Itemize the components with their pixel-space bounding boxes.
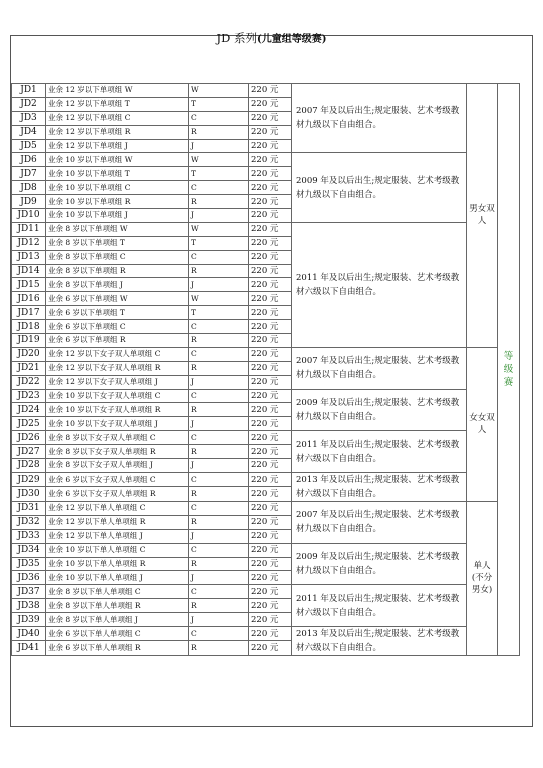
eligibility-note: 2007 年及以后出生;规定服装、艺术考级教材九级以下自由组合。 (292, 84, 467, 153)
dance-code: J (189, 417, 249, 431)
entry-fee: 220 元 (249, 403, 292, 417)
dance-code: R (189, 125, 249, 139)
event-name: 业余 6 岁以下单项组 T (46, 306, 189, 320)
eligibility-note: 2011 年及以后出生;规定服装、艺术考级教材六级以下自由组合。 (292, 431, 467, 473)
table-row (12, 389, 520, 403)
entry-fee: 220 元 (249, 167, 292, 181)
event-name: 业余 12 岁以下单项组 J (46, 139, 189, 153)
dance-code: C (189, 320, 249, 334)
event-code: JD16 (12, 292, 46, 306)
entry-fee: 220 元 (249, 181, 292, 195)
dance-code: J (189, 278, 249, 292)
entry-fee: 220 元 (249, 125, 292, 139)
dance-code: R (189, 487, 249, 502)
entry-fee: 220 元 (249, 585, 292, 599)
entry-fee: 220 元 (249, 306, 292, 320)
event-code: JD25 (12, 417, 46, 431)
event-name: 业余 12 岁以下女子双人单项组 C (46, 347, 189, 361)
dance-code: R (189, 361, 249, 375)
entry-fee: 220 元 (249, 515, 292, 529)
dance-code: R (189, 334, 249, 348)
events-table-body (12, 84, 520, 656)
eligibility-note: 2007 年及以后出生;规定服装、艺术考级教材九级以下自由组合。 (292, 347, 467, 389)
table-row (12, 153, 520, 167)
event-name: 业余 12 岁以下单项组 T (46, 97, 189, 111)
entry-fee: 220 元 (249, 501, 292, 515)
event-name: 业余 8 岁以下单人单项组 C (46, 585, 189, 599)
dance-code: C (189, 472, 249, 487)
eligibility-note: 2009 年及以后出生;规定服装、艺术考级教材九级以下自由组合。 (292, 153, 467, 222)
table-row (12, 84, 520, 98)
entry-fee: 220 元 (249, 459, 292, 473)
dance-code: C (189, 250, 249, 264)
title-sub: (儿童组等级赛) (257, 34, 327, 45)
dance-code: C (189, 431, 249, 445)
eligibility-note: 2011 年及以后出生;规定服装、艺术考级教材六级以下自由组合。 (292, 585, 467, 627)
event-name: 业余 8 岁以下女子双人单项组 R (46, 445, 189, 459)
event-name: 业余 6 岁以下单项组 R (46, 334, 189, 348)
group-label: 男女双人 (467, 84, 498, 348)
entry-fee: 220 元 (249, 543, 292, 557)
dance-code: C (189, 181, 249, 195)
entry-fee: 220 元 (249, 445, 292, 459)
event-name: 业余 8 岁以下女子双人单项组 C (46, 431, 189, 445)
event-name: 业余 10 岁以下单项组 R (46, 195, 189, 209)
event-name: 业余 12 岁以下单项组 R (46, 125, 189, 139)
entry-fee: 220 元 (249, 641, 292, 656)
dance-code: R (189, 445, 249, 459)
dance-code: W (189, 292, 249, 306)
dance-code: J (189, 459, 249, 473)
entry-fee: 220 元 (249, 97, 292, 111)
group-label: 单人(不分男女) (467, 501, 498, 655)
eligibility-note: 2013 年及以后出生;规定服装、艺术考级教材六级以下自由组合。 (292, 472, 467, 501)
dance-code: R (189, 264, 249, 278)
dance-code: T (189, 97, 249, 111)
event-code: JD21 (12, 361, 46, 375)
event-code: JD27 (12, 445, 46, 459)
event-name: 业余 12 岁以下单项组 W (46, 84, 189, 98)
event-name: 业余 10 岁以下单项组 W (46, 153, 189, 167)
dance-code: C (189, 347, 249, 361)
entry-fee: 220 元 (249, 599, 292, 613)
group-label: 女女双人 (467, 347, 498, 501)
entry-fee: 220 元 (249, 375, 292, 389)
table-row (12, 543, 520, 557)
eligibility-note: 2011 年及以后出生;规定服装、艺术考级教材六级以下自由组合。 (292, 222, 467, 347)
dance-code: C (189, 585, 249, 599)
event-code: JD38 (12, 599, 46, 613)
event-name: 业余 10 岁以下单人单项组 J (46, 571, 189, 585)
dance-code: C (189, 501, 249, 515)
dance-code: W (189, 153, 249, 167)
category-label: 等级赛 (498, 84, 520, 656)
entry-fee: 220 元 (249, 626, 292, 641)
event-code: JD41 (12, 641, 46, 656)
event-name: 业余 10 岁以下女子双人单项组 C (46, 389, 189, 403)
event-code: JD11 (12, 222, 46, 236)
event-name: 业余 12 岁以下单人单项组 C (46, 501, 189, 515)
eligibility-note: 2009 年及以后出生;规定服装、艺术考级教材九级以下自由组合。 (292, 543, 467, 585)
dance-code: R (189, 515, 249, 529)
event-code: JD23 (12, 389, 46, 403)
dance-code: T (189, 236, 249, 250)
entry-fee: 220 元 (249, 361, 292, 375)
entry-fee: 220 元 (249, 472, 292, 487)
dance-code: C (189, 543, 249, 557)
dance-code: W (189, 222, 249, 236)
dance-code: R (189, 195, 249, 209)
event-code: JD33 (12, 529, 46, 543)
event-code: JD36 (12, 571, 46, 585)
entry-fee: 220 元 (249, 334, 292, 348)
dance-code: C (189, 389, 249, 403)
entry-fee: 220 元 (249, 431, 292, 445)
dance-code: R (189, 641, 249, 656)
event-code: JD10 (12, 209, 46, 223)
event-name: 业余 12 岁以下女子双人单项组 J (46, 375, 189, 389)
dance-code: J (189, 571, 249, 585)
entry-fee: 220 元 (249, 613, 292, 627)
event-name: 业余 12 岁以下女子双人单项组 R (46, 361, 189, 375)
event-code: JD34 (12, 543, 46, 557)
page-title (0, 31, 543, 47)
event-code: JD6 (12, 153, 46, 167)
event-code: JD29 (12, 472, 46, 487)
dance-code: C (189, 626, 249, 641)
event-name: 业余 10 岁以下单人单项组 C (46, 543, 189, 557)
event-code: JD3 (12, 111, 46, 125)
event-code: JD40 (12, 626, 46, 641)
event-code: JD30 (12, 487, 46, 502)
dance-code: J (189, 613, 249, 627)
event-name: 业余 12 岁以下单人单项组 J (46, 529, 189, 543)
entry-fee: 220 元 (249, 195, 292, 209)
event-name: 业余 8 岁以下单项组 T (46, 236, 189, 250)
entry-fee: 220 元 (249, 571, 292, 585)
eligibility-note: 2007 年及以后出生;规定服装、艺术考级教材九级以下自由组合。 (292, 501, 467, 543)
event-name: 业余 6 岁以下女子双人单项组 C (46, 472, 189, 487)
event-name: 业余 6 岁以下女子双人单项组 R (46, 487, 189, 502)
event-code: JD39 (12, 613, 46, 627)
event-code: JD5 (12, 139, 46, 153)
event-code: JD9 (12, 195, 46, 209)
event-name: 业余 8 岁以下单项组 J (46, 278, 189, 292)
event-code: JD31 (12, 501, 46, 515)
event-code: JD26 (12, 431, 46, 445)
event-code: JD32 (12, 515, 46, 529)
dance-code: C (189, 111, 249, 125)
dance-code: J (189, 529, 249, 543)
entry-fee: 220 元 (249, 347, 292, 361)
event-code: JD1 (12, 84, 46, 98)
event-code: JD22 (12, 375, 46, 389)
event-name: 业余 8 岁以下单项组 C (46, 250, 189, 264)
event-code: JD18 (12, 320, 46, 334)
event-code: JD7 (12, 167, 46, 181)
dance-code: R (189, 557, 249, 571)
entry-fee: 220 元 (249, 250, 292, 264)
entry-fee: 220 元 (249, 278, 292, 292)
entry-fee: 220 元 (249, 292, 292, 306)
eligibility-note: 2013 年及以后出生;规定服装、艺术考级教材六级以下自由组合。 (292, 626, 467, 655)
table-row (12, 501, 520, 515)
event-name: 业余 6 岁以下单人单项组 R (46, 641, 189, 656)
event-name: 业余 10 岁以下女子双人单项组 J (46, 417, 189, 431)
dance-code: T (189, 167, 249, 181)
dance-code: R (189, 403, 249, 417)
event-code: JD4 (12, 125, 46, 139)
entry-fee: 220 元 (249, 264, 292, 278)
event-name: 业余 6 岁以下单项组 C (46, 320, 189, 334)
event-name: 业余 10 岁以下单项组 T (46, 167, 189, 181)
title-main: JD 系列 (216, 31, 258, 45)
entry-fee: 220 元 (249, 111, 292, 125)
event-name: 业余 8 岁以下单人单项组 R (46, 599, 189, 613)
event-code: JD14 (12, 264, 46, 278)
event-code: JD17 (12, 306, 46, 320)
entry-fee: 220 元 (249, 389, 292, 403)
event-name: 业余 8 岁以下女子双人单项组 J (46, 459, 189, 473)
eligibility-note: 2009 年及以后出生;规定服装、艺术考级教材九级以下自由组合。 (292, 389, 467, 431)
event-code: JD28 (12, 459, 46, 473)
event-name: 业余 10 岁以下单项组 J (46, 209, 189, 223)
table-row (12, 585, 520, 599)
event-code: JD37 (12, 585, 46, 599)
table-row (12, 347, 520, 361)
entry-fee: 220 元 (249, 153, 292, 167)
dance-code: J (189, 209, 249, 223)
entry-fee: 220 元 (249, 487, 292, 502)
event-code: JD24 (12, 403, 46, 417)
table-row (12, 222, 520, 236)
event-name: 业余 8 岁以下单人单项组 J (46, 613, 189, 627)
event-name: 业余 6 岁以下单人单项组 C (46, 626, 189, 641)
dance-code: J (189, 139, 249, 153)
event-code: JD15 (12, 278, 46, 292)
event-code: JD2 (12, 97, 46, 111)
event-code: JD35 (12, 557, 46, 571)
event-code: JD8 (12, 181, 46, 195)
event-name: 业余 10 岁以下女子双人单项组 R (46, 403, 189, 417)
table-row (12, 472, 520, 487)
event-name: 业余 12 岁以下单项组 C (46, 111, 189, 125)
event-name: 业余 8 岁以下单项组 R (46, 264, 189, 278)
dance-code: W (189, 84, 249, 98)
table-row (12, 431, 520, 445)
entry-fee: 220 元 (249, 417, 292, 431)
entry-fee: 220 元 (249, 236, 292, 250)
entry-fee: 220 元 (249, 209, 292, 223)
entry-fee: 220 元 (249, 529, 292, 543)
event-code: JD20 (12, 347, 46, 361)
table-row (12, 626, 520, 641)
entry-fee: 220 元 (249, 139, 292, 153)
event-name: 业余 8 岁以下单项组 W (46, 222, 189, 236)
dance-code: R (189, 599, 249, 613)
event-name: 业余 10 岁以下单项组 C (46, 181, 189, 195)
event-name: 业余 12 岁以下单人单项组 R (46, 515, 189, 529)
event-code: JD12 (12, 236, 46, 250)
event-name: 业余 10 岁以下单人单项组 R (46, 557, 189, 571)
events-table (11, 83, 520, 656)
entry-fee: 220 元 (249, 84, 292, 98)
entry-fee: 220 元 (249, 222, 292, 236)
entry-fee: 220 元 (249, 320, 292, 334)
event-code: JD13 (12, 250, 46, 264)
entry-fee: 220 元 (249, 557, 292, 571)
dance-code: T (189, 306, 249, 320)
dance-code: J (189, 375, 249, 389)
event-code: JD19 (12, 334, 46, 348)
event-name: 业余 6 岁以下单项组 W (46, 292, 189, 306)
